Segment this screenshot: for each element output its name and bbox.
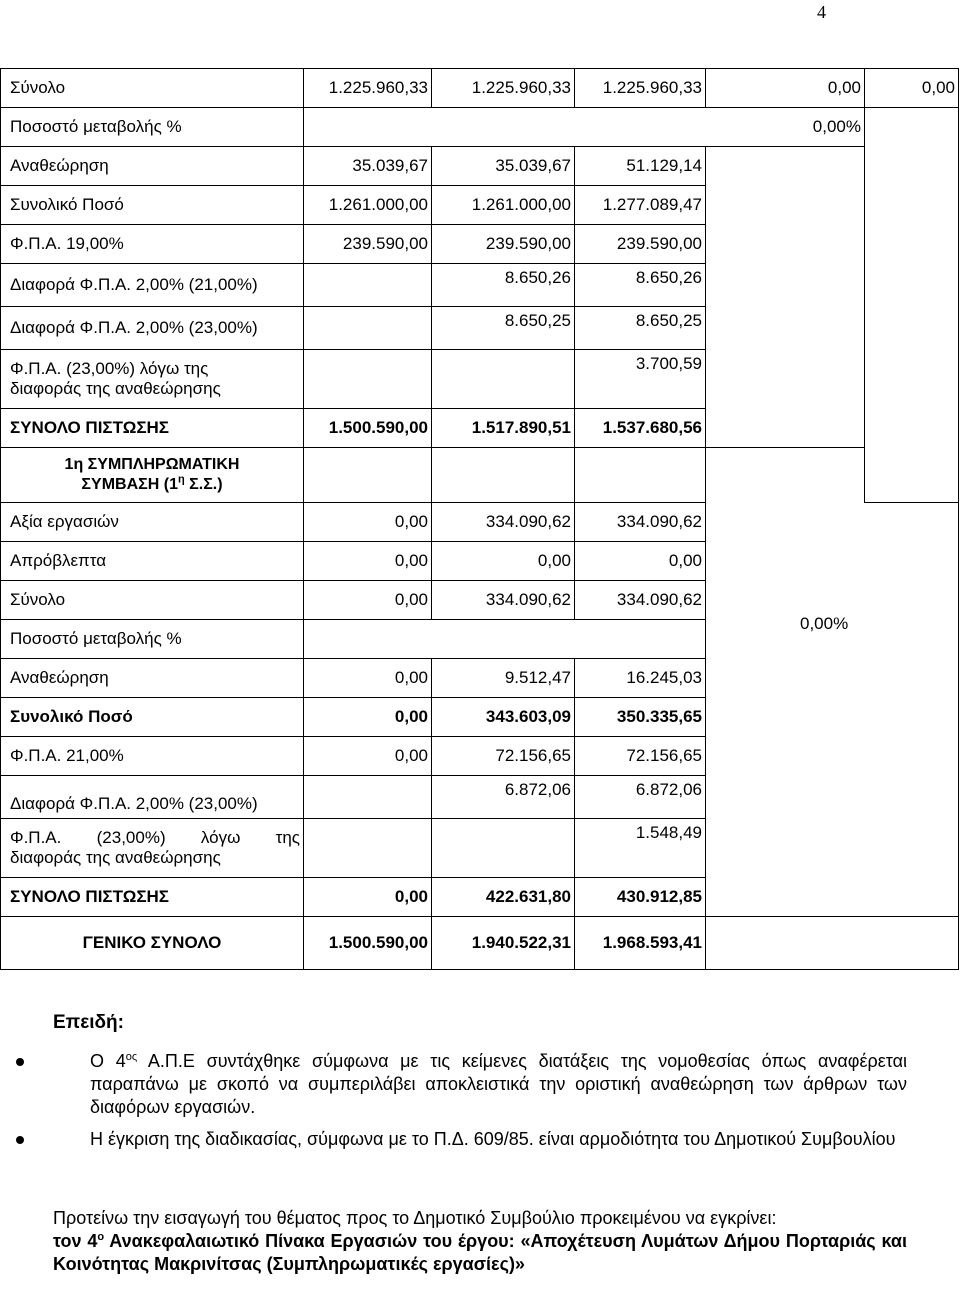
cell-value: 334.090,62: [575, 581, 706, 620]
list-item: [53, 1128, 907, 1151]
cell-value: 1.261.000,00: [304, 186, 432, 225]
cell-value: 72.156,65: [575, 737, 706, 776]
cell-value: 1.968.593,41: [575, 917, 706, 970]
table-row: [1, 448, 959, 503]
cell-value: 350.335,65: [575, 698, 706, 737]
section-heading: Επειδή:: [53, 1012, 124, 1033]
cell-value: 430.912,85: [575, 878, 706, 917]
cell-value: 0,00: [304, 503, 432, 542]
cell-value: 6.872,06: [575, 776, 706, 819]
row-label: ΣΥΝΟΛΟ ΠΙΣΤΩΣΗΣ: [1, 409, 304, 448]
row-label: Ποσοστό μεταβολής %: [1, 620, 304, 659]
bullet-icon: [16, 1058, 24, 1066]
empty-cell: [432, 448, 575, 503]
cell-value: 3.700,59: [575, 350, 706, 409]
financial-table: [0, 68, 959, 970]
row-label: Σύνολο: [1, 581, 304, 620]
cell-value: 422.631,80: [432, 878, 575, 917]
row-label: Αναθεώρηση: [1, 659, 304, 698]
cell-value: 8.650,26: [432, 264, 575, 307]
row-label: Απρόβλεπτα: [1, 542, 304, 581]
cell-value: 0,00: [304, 659, 432, 698]
empty-cell: [432, 350, 575, 409]
empty-cell: [706, 147, 865, 448]
table-row: [1, 69, 959, 108]
list-item: [53, 1050, 907, 1119]
cell-value: 343.603,09: [432, 698, 575, 737]
cell-value: 9.512,47: [432, 659, 575, 698]
cell-value: 0,00: [304, 581, 432, 620]
row-label: Φ.Π.Α. 21,00%: [1, 737, 304, 776]
proposal-paragraph: [53, 1207, 907, 1276]
empty-cell: [575, 448, 706, 503]
empty-cell: [706, 917, 959, 970]
bullet-icon: [16, 1136, 24, 1144]
superscript: η: [177, 473, 185, 486]
row-label: ΓΕΝΙΚΟ ΣΥΝΟΛΟ: [1, 917, 304, 970]
row-label: Αναθεώρηση: [1, 147, 304, 186]
cell-value: 1.500.590,00: [304, 917, 432, 970]
empty-cell: [304, 620, 706, 659]
cell-value: 0,00: [865, 69, 959, 108]
cell-value: 1.940.522,31: [432, 917, 575, 970]
cell-value: 239.590,00: [575, 225, 706, 264]
superscript: ος: [125, 1051, 138, 1063]
cell-value: 6.872,06: [432, 776, 575, 819]
cell-value: 1.548,49: [575, 819, 706, 878]
cell-value: 0,00: [304, 737, 432, 776]
page-number: 4: [817, 2, 826, 22]
cell-value: 0,00%: [304, 108, 865, 147]
cell-value: 239.590,00: [432, 225, 575, 264]
label-line: διαφοράς της αναθεώρησης: [10, 379, 221, 398]
cell-value: 239.590,00: [304, 225, 432, 264]
empty-cell: [706, 448, 959, 917]
cell-value: 0,00: [304, 698, 432, 737]
row-label: ΣΥΝΟΛΟ ΠΙΣΤΩΣΗΣ: [1, 878, 304, 917]
empty-cell: [432, 819, 575, 878]
cell-value: 0,00: [304, 542, 432, 581]
cell-value: 8.650,25: [432, 307, 575, 350]
cell-value: 1.225.960,33: [432, 69, 575, 108]
proposal-bold-part: τον 4: [53, 1231, 98, 1251]
table-row: [1, 108, 959, 147]
row-label: Συνολικό Ποσό: [1, 186, 304, 225]
empty-cell: [304, 264, 432, 307]
empty-cell: [304, 448, 432, 503]
row-label: Διαφορά Φ.Π.Α. 2,00% (23,00%): [1, 776, 304, 819]
reasons-list: [53, 1050, 907, 1160]
row-label: Διαφορά Φ.Π.Α. 2,00% (23,00%): [1, 307, 304, 350]
empty-cell: [304, 307, 432, 350]
section-title-line: ΣΥΜΒΑΣΗ (1: [81, 476, 178, 493]
section-title: [1, 448, 304, 503]
row-label: Διαφορά Φ.Π.Α. 2,00% (21,00%): [1, 264, 304, 307]
row-label: [1, 350, 304, 409]
part2-percent-value: 0,00%: [800, 614, 849, 633]
row-label: [1, 819, 304, 878]
cell-value: 51.129,14: [575, 147, 706, 186]
empty-cell: [304, 819, 432, 878]
cell-value: 1.537.680,56: [575, 409, 706, 448]
section-title-line: Σ.Σ.): [184, 476, 223, 493]
cell-value: 8.650,26: [575, 264, 706, 307]
cell-value: 16.245,03: [575, 659, 706, 698]
cell-value: 1.517.890,51: [432, 409, 575, 448]
cell-value: 1.225.960,33: [575, 69, 706, 108]
row-label: Φ.Π.Α. 19,00%: [1, 225, 304, 264]
cell-value: 35.039,67: [432, 147, 575, 186]
bullet-text: Ο 4: [90, 1051, 126, 1071]
bullet-text: Η έγκριση της διαδικασίας, σύμφωνα με το Π.Δ. 609/85. είναι αρμοδιότητα του Δημοτικού Συμβουλίου: [90, 1129, 896, 1149]
empty-cell: [304, 350, 432, 409]
label-line: διαφοράς της αναθεώρησης: [10, 848, 221, 867]
section-title-line: 1η ΣΥΜΠΛΗΡΩΜΑΤΙΚΗ: [64, 456, 240, 473]
row-label: Σύνολο: [1, 69, 304, 108]
bullet-text: Α.Π.Ε συντάχθηκε σύμφωνα με τις κείμενες διατάξεις της νομοθεσίας όπως αναφέρεται παραπάνω με σκοπό να συμπεριλάβει αποκλειστικά την οριστική αναθεώρηση των άρθρων των διαφόρων εργασιών.: [90, 1051, 907, 1117]
superscript: ο: [97, 1231, 105, 1243]
row-label: Αξία εργασιών: [1, 503, 304, 542]
label-line: Φ.Π.Α. (23,00%) λόγω της: [10, 828, 300, 847]
cell-value: 1.500.590,00: [304, 409, 432, 448]
cell-value: 1.225.960,33: [304, 69, 432, 108]
cell-value: 334.090,62: [432, 503, 575, 542]
row-label: Ποσοστό μεταβολής %: [1, 108, 304, 147]
empty-cell: [865, 108, 959, 503]
cell-value: 72.156,65: [432, 737, 575, 776]
grand-total-row: [1, 917, 959, 970]
proposal-bold-text: [53, 1230, 907, 1276]
cell-value: 0,00: [575, 542, 706, 581]
cell-value: 0,00: [304, 878, 432, 917]
cell-value: 334.090,62: [432, 581, 575, 620]
table-row: [1, 147, 959, 186]
label-line: Φ.Π.Α. (23,00%) λόγω της: [10, 359, 209, 378]
empty-cell: [304, 776, 432, 819]
cell-value: 1.261.000,00: [432, 186, 575, 225]
proposal-text: Προτείνω την εισαγωγή του θέματος προς το Δημοτικό Συμβούλιο προκειμένου να εγκρίνει:: [53, 1208, 777, 1228]
cell-value: 8.650,25: [575, 307, 706, 350]
proposal-bold-part: Ανακεφαλαιωτικό Πίνακα Εργασιών του έργου: «Αποχέτευση Λυμάτων Δήμου Πορταριάς και Κοινότητας Μακρινίτσας (Συμπληρωματικές εργασίες)»: [53, 1231, 907, 1274]
cell-value: 334.090,62: [575, 503, 706, 542]
cell-value: 35.039,67: [304, 147, 432, 186]
cell-value: 1.277.089,47: [575, 186, 706, 225]
cell-value: 0,00: [432, 542, 575, 581]
row-label: Συνολικό Ποσό: [1, 698, 304, 737]
cell-value: 0,00: [706, 69, 865, 108]
